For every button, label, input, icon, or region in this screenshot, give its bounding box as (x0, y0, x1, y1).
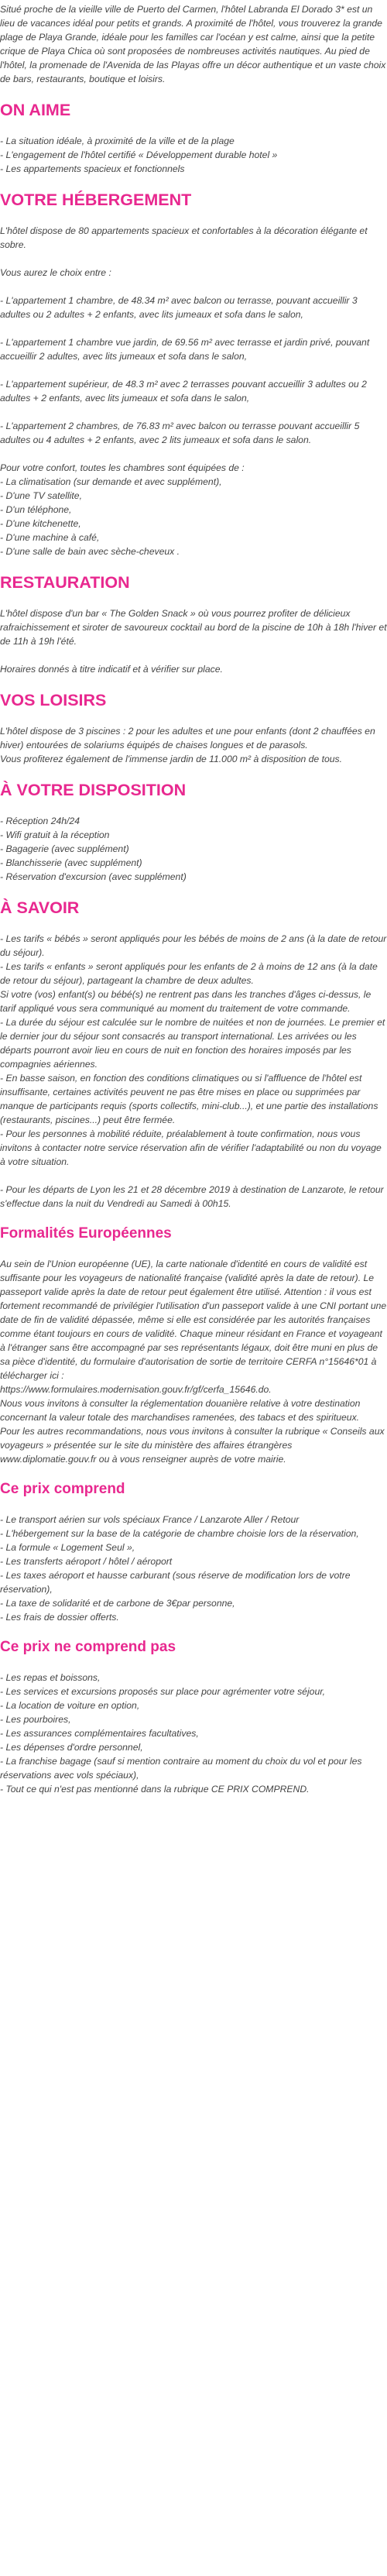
paragraph: - Réception 24h/24 - Wifi gratuit à la réception - Bagagerie (avec supplément) - Blanchisserie (avec supplément) - Réservation d'excursion (avec supplément) (0, 816, 187, 882)
section-heading: ON AIME (0, 101, 71, 119)
section-heading: Ce prix comprend (0, 1481, 125, 1497)
paragraph: - L'appartement 1 chambre vue jardin, de 69.56 m² avec terrasse et jardin privé, pouvant accueillir 2 adultes, avec lits jumeaux et sofa dans le salon, (0, 337, 370, 362)
section-heading: VOTRE HÉBERGEMENT (0, 191, 192, 209)
spacer (0, 592, 387, 606)
section-votre-hebergement (0, 176, 387, 558)
intro-section (0, 2, 387, 86)
section-heading: VOS LOISIRS (0, 691, 107, 709)
spacer (0, 1499, 387, 1513)
spacer (0, 120, 387, 134)
paragraph: Pour votre confort, toutes les chambres sont équipées de : - La climatisation (sur demande et avec supplément), - D'une TV satellite, - D'un téléphone, - D'une kitchenette, - D'une machine à café, - D'une salle de bain avec sèche-cheveux . (0, 462, 245, 557)
paragraph: Vous aurez le choix entre : (0, 267, 111, 278)
section-on-aime (0, 86, 387, 176)
spacer (0, 447, 387, 461)
paragraph: L'hôtel dispose de 80 appartements spacieux et confortables à la décoration élégante et sobre. (0, 225, 368, 250)
spacer (0, 405, 387, 419)
section-formalites-europeennes (0, 1211, 387, 1466)
spacer (0, 918, 387, 932)
paragraph: - Le transport aérien sur vols spéciaux France / Lanzarote Aller / Retour - L'hébergement sur la base de la catégorie de chambre choisie lors de la réservation, - La formule « Logement Seul », - Les transferts aéroport / hôtel / aéroport - Les taxes aéroport et hausse carburant (sous réserve de modification lors de votre réservation), - La taxe de solidarité et de carbone de 3€par personne, - Les frais de dossier offerts. (0, 1514, 359, 1623)
spacer (0, 800, 387, 814)
section-ce-prix-ne-comprend-pas (0, 1624, 387, 1796)
section-a-savoir (0, 884, 387, 1211)
spacer (0, 648, 387, 662)
spacer (0, 321, 387, 335)
spacer (0, 176, 387, 190)
paragraph: L'hôtel dispose de 3 piscines : 2 pour les adultes et une pour enfants (dont 2 chauffées en hiver) entourées de solariums équipés de chaises longues et de parasols. Vous profiterez également de l'immense jardin de 11.000 m² à disposition de tous. (0, 726, 375, 764)
spacer (0, 766, 387, 780)
spacer (0, 1243, 387, 1257)
spacer (0, 1169, 387, 1183)
spacer (0, 884, 387, 898)
paragraph: - Les tarifs « bébés » seront appliqués pour les bébés de moins de 2 ans (à la date de retour du séjour). - Les tarifs « enfants » seront appliqués pour les enfants de 2 à moins de 12 ans (à la date de retour du séjour), partageant la chambre de deux adultes. Si votre (vos) enfant(s) ou bébé(s) ne rentrent pas dans les tranches d'âges ci-dessus, le tarif appliqué vous sera communiqué au moment du traitement de votre commande. - La durée du séjour est calculée sur le nombre de nuitées et non de journées. Le premier et le dernier jour du séjour sont consacrés au transport international. Les arrivées ou les départs pourront avoir lieu en cours de nuit en fonction des horaires imposés par les compagnies aériennes. - En basse saison, en fonction des conditions climatiques ou si l'affluence de l'hôtel est insuffisante, certaines activités peuvent ne pas être mises en place ou supprimées par manque de participants requis (sports collectifs, mini-club...), et une partie des installations (restaurants, piscines...) peut être fermée. - Pour les personnes à mobilité réduite, préalablement à toute confirmation, nous vous invitons à contacter notre service réservation afin de vérifier l'adaptabilité ou non du voyage à votre situation. (0, 933, 387, 1167)
paragraph: - Pour les départs de Lyon les 21 et 28 décembre 2019 à destination de Lanzarote, le retour s'effectue dans la nuit du Vendredi au Samedi à 00h15. (0, 1184, 384, 1209)
section-heading: À VOTRE DISPOSITION (0, 781, 187, 799)
spacer (0, 1657, 387, 1671)
spacer (0, 280, 387, 294)
section-ce-prix-comprend (0, 1466, 387, 1624)
paragraph: Situé proche de la vieille ville de Puerto del Carmen, l'hôtel Labranda El Dorado 3* est un lieu de vacances idéal pour petits et grands. A proximité de l'hôtel, vous trouverez la grande plage de Playa Grande, idéale pour les familles car l'océan y est calme, ainsi que la petite crique de Playa Chica où sont proposées de nombreuses activités nautiques. Au pied de l'hôtel, la promenade de l'Avenida de las Playas offre un décor authentique et un vaste choix de bars, restaurants, boutique et loisirs. (0, 4, 386, 84)
section-vos-loisirs (0, 676, 387, 766)
spacer (0, 363, 387, 377)
spacer (0, 1211, 387, 1224)
spacer (0, 1624, 387, 1638)
spacer (0, 558, 387, 572)
spacer (0, 252, 387, 266)
spacer (0, 86, 387, 100)
paragraph: - La situation idéale, à proximité de la ville et de la plage - L'engagement de l'hôtel certifié « Développement durable hotel » - Les appartements spacieux et fonctionnels (0, 136, 278, 174)
sections-container (0, 86, 387, 1796)
paragraph: Au sein de l'Union européenne (UE), la carte nationale d'identité en cours de validité est suffisante pour les voyageurs de nationalité française (validité après la date de retour). Le passeport valide après la date de retour peut également être utilisé. Attention : il vous est fortement recommandé de privilégier l'utilisation d'un passeport valide à une CNI portant une date de fin de validité dépassée, même si elle est considérée par les autorités françaises comme étant toujours en cours de validité. Chaque mineur résidant en France et voyageant à l'étranger sans être accompagné par ses représentants légaux, doit être muni en plus de sa pièce d'identité, du formulaire d'autorisation de sortie de territoire CERFA n°15646*01 à télécharger ici : https://www.formulaires.modernisation.gouv.fr/gf/cerfa_15646.do. Nous vous invitons à consulter la réglementation douanière relative à votre destination concernant la valeur totale des marchandises ramenées, des tabacs et des spiritueux. Pour les autres recommandations, nous vous invitons à consulter la rubrique « Conseils aux voyageurs » présentée sur le site du ministère des affaires étrangères www.diplomatie.gouv.fr ou à vous renseigner auprès de votre mairie. (0, 1259, 387, 1465)
section-heading: RESTAURATION (0, 573, 130, 592)
section-heading: À SAVOIR (0, 898, 80, 917)
spacer (0, 676, 387, 690)
section-a-votre-disposition (0, 766, 387, 884)
paragraph: - L'appartement 1 chambre, de 48.34 m² avec balcon ou terrasse, pouvant accueillir 3 adultes ou 2 adultes + 2 enfants, avec lits jumeaux et sofa dans le salon, (0, 295, 358, 320)
paragraph: - Les repas et boissons, - Les services et excursions proposés sur place pour agrémenter votre séjour, - La location de voiture en option, - Les pourboires, - Les assurances complémentaires facultatives, - Les dépenses d'ordre personnel, - La franchise bagage (sauf si mention contraire au moment du choix du vol et pour les réservations avec vols spéciaux), - Tout ce qui n'est pas mentionné dans la rubrique CE PRIX COMPREND. (0, 1672, 362, 1795)
paragraph: Horaires donnés à titre indicatif et à vérifier sur place. (0, 664, 223, 675)
section-heading: Formalités Européennes (0, 1225, 172, 1242)
paragraph: L'hôtel dispose d'un bar « The Golden Snack » où vous pourrez profiter de délicieux rafraichissement et siroter de savoureux cocktail au bord de la piscine de 10h à 18h l'hiver et de 11h à 19h l'été. (0, 608, 387, 647)
paragraph: - L'appartement supérieur, de 48.3 m² avec 2 terrasses pouvant accueillir 3 adultes ou 2 adultes + 2 enfants, avec lits jumeaux et sofa dans le salon, (0, 379, 367, 404)
spacer (0, 1466, 387, 1480)
section-restauration (0, 558, 387, 676)
paragraph: - L'appartement 2 chambres, de 76.83 m² avec balcon ou terrasse pouvant accueillir 5 adultes ou 4 adultes + 2 enfants, avec 2 lits jumeaux et sofa dans le salon. (0, 421, 360, 445)
section-heading: Ce prix ne comprend pas (0, 1639, 176, 1655)
spacer (0, 710, 387, 724)
spacer (0, 210, 387, 224)
